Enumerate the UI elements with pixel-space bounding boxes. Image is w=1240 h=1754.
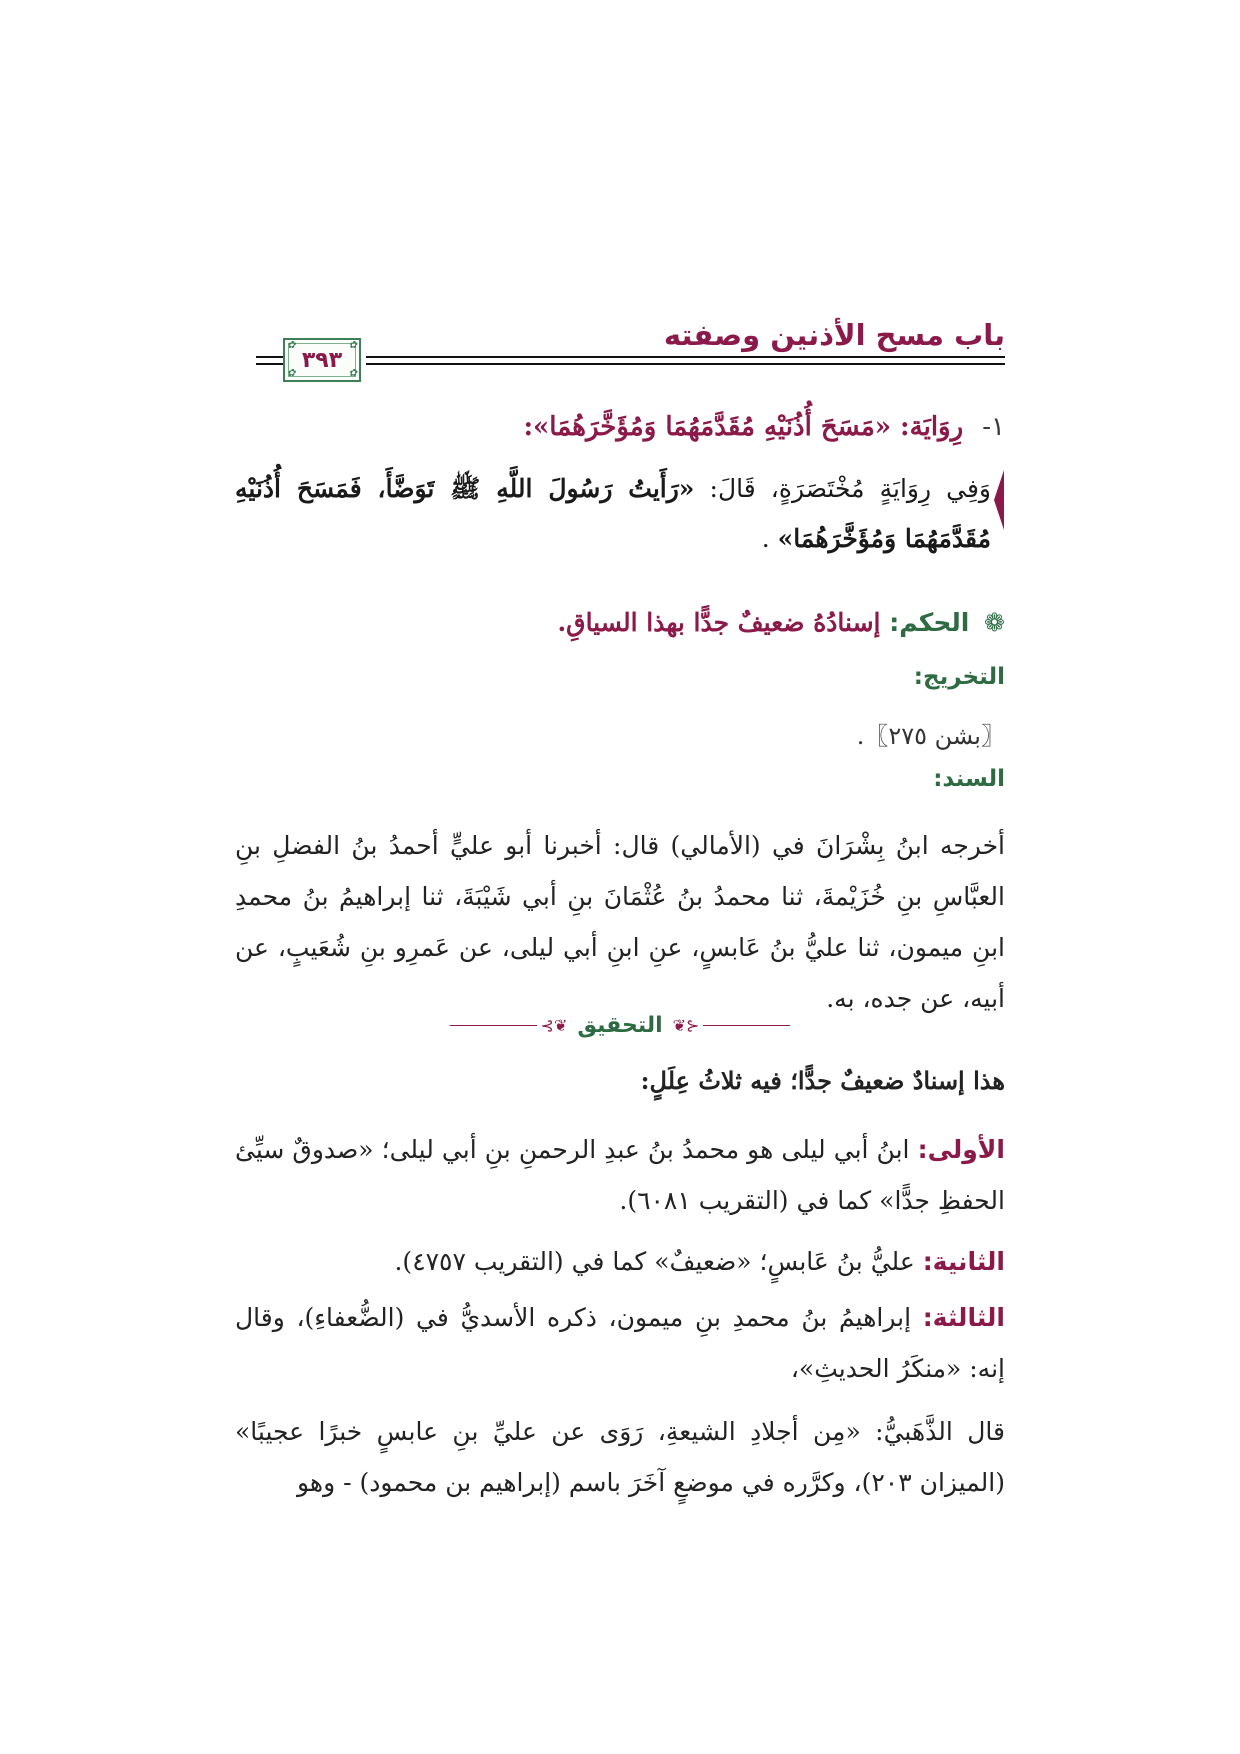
takhrij-heading: التخريج: bbox=[913, 664, 1005, 690]
narration-number: ١- bbox=[982, 412, 1005, 442]
header-rule bbox=[366, 356, 1005, 358]
sanad-paragraph: أخرجه ابنُ بِشْرَانَ في (الأمالي) قال: أخبرنا أبو عليٍّ أحمدُ بنُ الفضلِ بنِ العبَّاسِ بنِ خُزَيْمةَ، ثنا محمدُ بنُ عُثْمَانَ بنِ أبي شَيْبَةَ، ثنا إبراهيمُ بنُ محمدِ ابنِ ميمون، ثنا عليُّ بنُ عَابسٍ، عنِ ابنِ أبي ليلى، عن عَمرِو بنِ شُعَيبٍ، عن أبيه، عن جده، به. bbox=[235, 831, 1005, 1013]
matn-intro: وَفِي رِوَايَةٍ مُخْتَصَرَةٍ، قَالَ: bbox=[709, 474, 991, 503]
defect-second bbox=[235, 1236, 1005, 1287]
defect-label: الأولى: bbox=[917, 1135, 1005, 1164]
defect-label: الثالثة: bbox=[922, 1303, 1005, 1332]
dhahabi-paragraph: قال الذَّهَبيُّ: «مِن أجلادِ الشيعةِ، رَوَى عن عليِّ بنِ عابسٍ خبرًا عجيبًا» (الميزان ٢٠٣)، وكرَّره في موضعٍ آخَرَ باسم (إبراهيم بن محمود) - وهو bbox=[235, 1417, 1005, 1497]
ornament-icon: ✿ bbox=[287, 340, 296, 351]
header-rule bbox=[256, 363, 283, 365]
ruling-label: الحكم: bbox=[889, 608, 970, 637]
takhrij-reference: 〖بشن ٢٧٥〗. bbox=[856, 722, 1005, 750]
gear-flower-icon: ❁ bbox=[984, 608, 1005, 637]
defect-text: ابنُ أبي ليلى هو محمدُ بنُ عبدِ الرحمنِ بنِ أبي ليلى؛ «صدوقٌ سيِّئ الحفظِ جدًّا» كما في (التقريب ٦٠٨١). bbox=[235, 1135, 1005, 1215]
ruling-text: إسنادُهُ ضعيفٌ جدًّا بهذا السياقِ. bbox=[557, 608, 881, 637]
ornament-icon: ⊰❦ bbox=[672, 1015, 700, 1035]
matn-end: . bbox=[761, 524, 770, 553]
analysis-heading: هذا إسنادٌ ضعيفٌ جدًّا؛ فيه ثلاثُ عِلَلٍ: bbox=[640, 1066, 1005, 1095]
page-number-box bbox=[283, 338, 361, 382]
defect-label: الثانية: bbox=[922, 1247, 1005, 1276]
tahqiq-title: التحقيق bbox=[577, 1012, 663, 1038]
defect-text: إبراهيمُ بنُ محمدِ بنِ ميمون، ذكره الأسديُّ في (الضُّعفاءِ)، وقال إنه: «منكَرُ الحديثِ»، bbox=[235, 1303, 1005, 1383]
header-rule bbox=[256, 356, 283, 358]
narration-title: رِوَايَة: «مَسَحَ أُذُنَيْهِ مُقَدَّمَهُمَا وَمُؤَخَّرَهُمَا»: bbox=[523, 412, 964, 442]
ornament-icon: ✿ bbox=[348, 368, 357, 379]
defect-third bbox=[235, 1292, 1005, 1394]
defect-first bbox=[235, 1124, 1005, 1226]
matn-text bbox=[235, 464, 1005, 564]
defect-text: عليُّ بنُ عَابسٍ؛ «ضعيفٌ» كما في (التقريب ٤٧٥٧). bbox=[394, 1247, 915, 1276]
ornament-icon: ✿ bbox=[287, 368, 296, 379]
ornament-icon: ❦⊱ bbox=[540, 1015, 568, 1035]
header-rule bbox=[366, 363, 1005, 365]
ornament-icon: ✿ bbox=[348, 340, 357, 351]
narration-heading bbox=[235, 412, 1005, 442]
ruling bbox=[235, 608, 1005, 637]
tahqiq-divider bbox=[450, 1010, 790, 1040]
matn-quote: «رَأَيتُ رَسُولَ اللَّهِ ﷺ تَوَضَّأَ، فَمَسَحَ أُذُنَيْهِ مُقَدَّمَهُمَا وَمُؤَخَّرَهُمَا» bbox=[235, 474, 991, 553]
divider-line bbox=[703, 1025, 790, 1026]
chapter-title: باب مسح الأذنين وصفته bbox=[663, 318, 1005, 352]
sanad-heading: السند: bbox=[933, 766, 1005, 792]
page-number: ٣٩٣ bbox=[301, 347, 343, 373]
divider-line bbox=[450, 1025, 537, 1026]
